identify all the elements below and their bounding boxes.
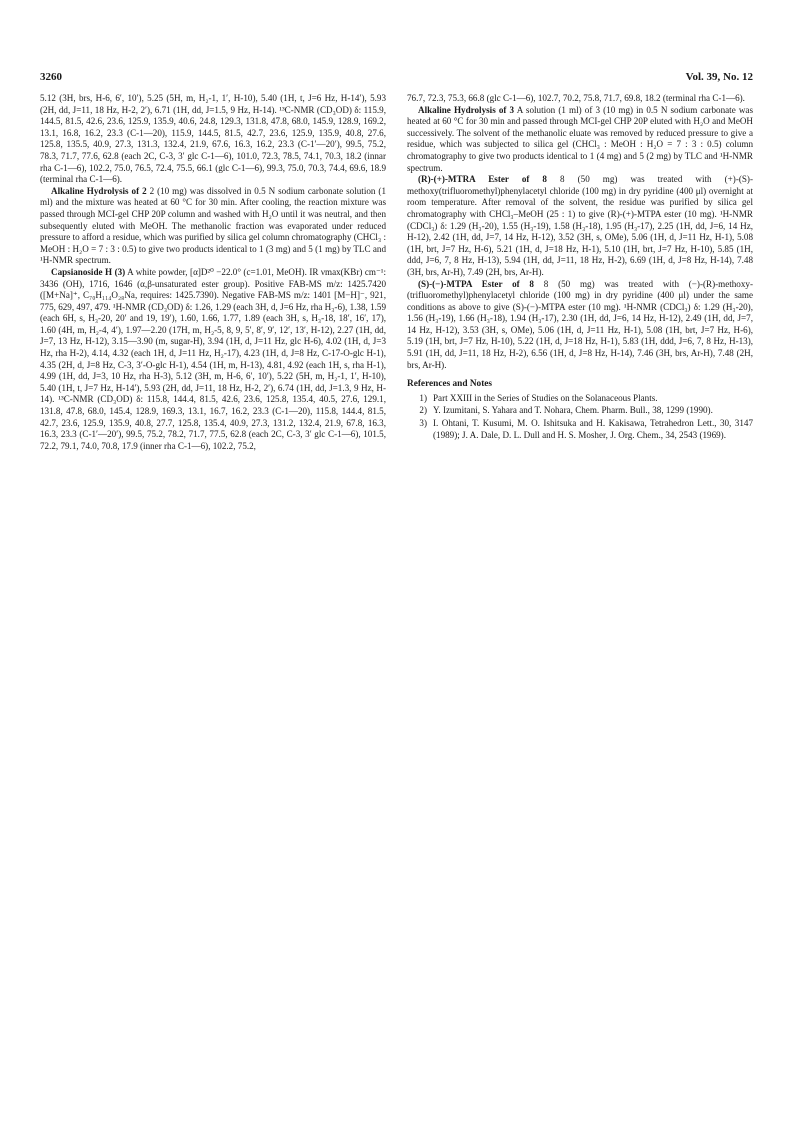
references-list [407,393,753,441]
alkaline-hydrolysis-3-heading: Alkaline Hydrolysis of 3 [418,104,515,115]
capsianoside-h-paragraph [40,267,386,453]
alkaline-hydrolysis-2-text: 2 (10 mg) was dissolved in 0.5 N sodium carbonate solution (1 ml) and the mixture was heated at 60 °C for 30 min. After cooling, the reaction mixture was passed through MCI-gel CHP 20P column and washed with H₂O until it was neutral, and then subsequently eluted with MeOH. The methanolic fraction was evaporated under reduced pressure to afford a residue, which was purified by silica gel column chromatography (CHCl₃ : MeOH : H₂O = 7 : 3 : 0.5) to give two products identical to 1 (3 mg) and 5 (1 mg) by TLC and ¹H-NMR spectrum. [40,185,386,266]
reference-number: 3) [419,418,427,429]
reference-number: 1) [419,392,427,403]
capsianoside-h-text: A white powder, [α]D²⁰ −22.0° (c=1.01, MeOH). IR νmax(KBr) cm⁻¹: 3436 (OH), 1716, 1646 (α,β-unsaturated ester group). Positive FAB-MS m/z: 1425.7420 ([M+Na]⁺, C₇₀H₁₁₄O₂₈Na, requires: 1425.7390). Negative FAB-MS m/z: 1401 [M−H]⁻, 921, 775, 629, 497, 479. ¹H-NMR (CD₃OD) δ: 1.26, 1.29 (each 3H, d, J=6 Hz, rha H₃-6), 1.38, 1.59 (each 6H, s, H₃-20, 20′ and 19, 19′), 1.60, 1.66, 1.77, 1.89 (each 3H, s, H₃-18, 18′, 16′, 17), 1.60 (4H, m, H₂-4, 4′), 1.97—2.20 (17H, m, H₂-5, 8, 9, 5′, 8′, 9′, 12′, 13′, H-12), 2.27 (1H, dd, J=7, 13 Hz, H-12), 3.15—3.90 (m, sugar-H), 3.94 (1H, d, J=11 Hz, glc H-6), 4.02 (1H, d, J=3 Hz, rha H-2), 4.14, 4.32 (each 1H, d, J=11 Hz, H₂-17), 4.23 (1H, d, J=8 Hz, C-17-O-glc H-1), 4.35 (2H, d, J=8 Hz, C-3, 3′-O-glc H-1), 4.54 (1H, m, H-13), 4.81, 4.92 (each 1H, s, rha H-1), 4.99 (1H, dd, J=3, 10 Hz, rha H-3), 5.12 (3H, m, H-6, 6′, 10′), 5.22 (5H, m, H₂-1, 1′, H-10), 5.40 (1H, t, J=7 Hz, H-14′), 5.93 (2H, dd, J=11, 18 Hz, H-2, 2′), 6.74 (1H, dd, J=1.3, 9 Hz, H-14). ¹³C-NMR (CD₃OD) δ: 115.8, 144.4, 81.5, 42.6, 23.6, 125.8, 135.4, 40.5, 27.6, 129.1, 131.8, 47.8, 68.0, 145.4, 128.9, 169.3, 13.1, 16.7, 16.2, 23.3 (C-1—20), 115.8, 144.4, 81.5, 42.7, 23.6, 125.9, 135.9, 40.8, 27.7, 125.8, 135.4, 40.9, 27.3, 131.2, 132.4, 21.9, 67.8, 16.3, 16.3, 23.3 (C-1′—20′), 99.5, 75.2, 78.2, 71.7, 77.5, 62.8 (each 2C, C-3, 3′ glc C-1—6), 101.5, 72.2, 79.1, 74.0, 70.8, 17.9 (inner rha C-1—6), 102.2, 75.2, [40,266,387,451]
reference-number: 2) [419,405,427,416]
alkaline-hydrolysis-2-paragraph [40,186,386,267]
journal-reference: Vol. 39, No. 12 [685,71,753,83]
reference-text: Part XXIII in the Series of Studies on the Solanaceous Plants. [433,392,658,403]
s-mtpa-ester-paragraph [407,279,753,372]
right-column [407,93,753,442]
reference-item [407,418,753,441]
alkaline-hydrolysis-2-heading: Alkaline Hydrolysis of 2 [51,185,147,196]
reference-item [407,405,753,417]
r-mtpa-ester-heading: (R)-(+)-MTRA Ester of 8 [418,174,547,185]
s-mtpa-ester-text: 8 (50 mg) was treated with (−)-(R)-methoxy-(trifluoromethyl)phenylacetyl chloride (100 mg) in dry pyridine (400 μl) under the same conditions as above to give (S)-(−)-MTPA ester (10 mg). ¹H-NMR (CDCl₃) δ: 1.29 (H₃-20), 1.56 (H₃-19), 1.66 (H₃-18), 1.94 (H₃-17), 2.30 (1H, dd, J=6, 14 Hz, H-12), 2.49 (1H, dd, J=7, 14 Hz, H-12), 3.53 (3H, s, OMe), 5.06 (1H, d, J=11 Hz, H-1), 5.08 (1H, brt, J=7 Hz, H-6), 5.19 (1H, brt, J=7 Hz, H-10), 5.22 (1H, d, J=18 Hz, H-1), 5.83 (1H, ddd, J=6, 7, 8 Hz, H-13), 5.91 (1H, dd, J=11, 18 Hz, H-2), 6.56 (1H, d, J=8 Hz, H-14), 7.46 (3H, brs, Ar-H), 7.48 (2H, brs, Ar-H). [407,278,753,370]
reference-item [407,393,753,405]
reference-text: Y. Izumitani, S. Yahara and T. Nohara, Chem. Pharm. Bull., 38, 1299 (1990). [433,405,713,416]
alkaline-hydrolysis-3-text: A solution (1 ml) of 3 (10 mg) in 0.5 N sodium carbonate was heated at 60 °C for 30 min and passed through MCI-gel CHP 20P eluted with H₂O and MeOH successively. The solvent of the methanolic eluate was removed by reduced pressure to give a residue, which was subjected to silica gel (CHCl₃ : MeOH : H₂O = 7 : 3 : 0.5) column chromatography to give two products identical to 1 (4 mg) and 5 (2 mg) by TLC and ¹H-NMR spectrum. [407,104,754,173]
r-mtpa-ester-paragraph [407,174,753,278]
s-mtpa-ester-heading: (S)-(−)-MTPA Ester of 8 [418,278,534,289]
page-number: 3260 [40,71,62,83]
capsianoside-h-heading: Capsianoside H (3) [51,266,126,277]
r-mtpa-ester-text: 8 (50 mg) was treated with (+)-(S)-methoxy(trifluoromethyl)phenylacetyl chloride (100 mg) in dry pyridine (400 μl) overnight at room temperature. After removal of the solvent, the residue was purified by silica gel chromatography with CHCl₃–MeOH (25 : 1) to give (R)-(+)-MTPA ester (10 mg). ¹H-NMR (CDCl₃) δ: 1.29 (H₃-20), 1.55 (H₃-19), 1.58 (H₃-18), 1.95 (H₃-17), 2.25 (1H, dd, J=6, 14 Hz, H-12), 2.42 (1H, dd, J=7, 14 Hz, H-12), 3.52 (3H, s, OMe), 5.06 (1H, d, J=11 Hz, H-1), 5.08 (1H, brt, J=7 Hz, H-6), 5.21 (1H, d, J=18 Hz, H-1), 5.10 (1H, brt, J=7 Hz, H-10), 5.85 (1H, ddd, J=6, 7, 8 Hz, H-13), 5.94 (1H, dd, J=11, 18 Hz, H-2), 6.69 (1H, d, J=8 Hz, H-14), 7.48 (3H, brs, Ar-H), 7.49 (2H, brs, Ar-H). [407,174,753,277]
alkaline-hydrolysis-3-paragraph [407,105,753,175]
nmr-continuation-paragraph-right: 76.7, 72.3, 75.3, 66.8 (glc C-1—6), 102.7, 70.2, 75.8, 71.7, 69.8, 18.2 (terminal rha C-1—6). [407,93,745,103]
reference-text: I. Ohtani, T. Kusumi, M. O. Ishitsuka and H. Kakisawa, Tetrahedron Lett., 30, 3147 (1989); J. A. Dale, D. L. Dull and H. S. Mosher, J. Org. Chem., 34, 2543 (1969). [433,418,753,440]
nmr-continuation-paragraph: 5.12 (3H, brs, H-6, 6′, 10′), 5.25 (5H, m, H₂-1, 1′, H-10), 5.40 (1H, t, J=6 Hz, H-14′), 5.93 (2H, dd, J=11, 18 Hz, H-2, 2′), 6.71 (1H, dd, J=1.5, 9 Hz, H-14). ¹³C-NMR (CD₃OD) δ: 115.9, 144.5, 81.5, 42.6, 23.6, 125.9, 135.9, 40.6, 24.8, 129.3, 131.8, 47.8, 68.0, 145.9, 128.9, 169.2, 13.1, 16.8, 16.2, 23.3 (C-1—20), 115.9, 144.5, 81.5, 42.7, 23.6, 125.9, 135.9, 40.8, 27.6, 125.8, 135.5, 40.9, 27.3, 131.3, 132.4, 21.9, 67.6, 16.3, 16.2, 23.3 (C-1′—20′), 99.5, 75.2, 78.3, 71.7, 77.6, 62.8 (each 2C, C-3, 3′ glc C-1—6), 101.0, 72.3, 78.5, 74.1, 70.3, 18.2 (innar rha C-1—6), 102.2, 75.0, 76.5, 72.4, 75.5, 66.1 (glc C-1—6), 99.3, 75.0, 70.3, 74.4, 69.6, 18.9 (terminal rha C-1—6). [40,93,386,185]
left-column [40,93,386,452]
references-heading: References and Notes [407,379,493,390]
